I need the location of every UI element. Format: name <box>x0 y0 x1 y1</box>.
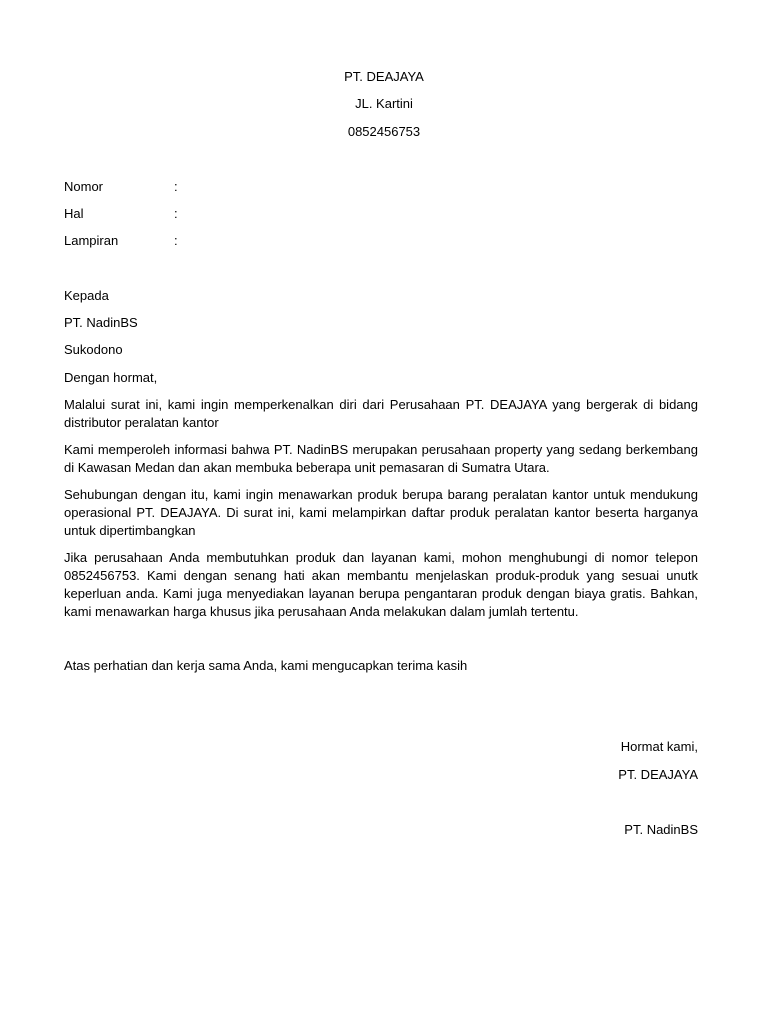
body-paragraph-2: Kami memperoleh informasi bahwa PT. NadinBS merupakan perusahaan property yang sedang berkembang di Kawasan Medan dan akan membuka beberapa unit pemasaran di Sumatra Utara. <box>64 442 698 475</box>
signature-name: PT. NadinBS <box>624 822 698 837</box>
recipient-place: Sukodono <box>64 342 123 357</box>
nomor-label: Nomor <box>64 179 104 194</box>
header-company: PT. DEAJAYA <box>344 69 424 84</box>
recipient-kepada: Kepada <box>64 288 109 303</box>
lampiran-colon: : <box>174 233 178 248</box>
hal-label: Hal <box>64 206 84 221</box>
recipient-name: PT. NadinBS <box>64 315 138 330</box>
body-paragraph-1: Malalui surat ini, kami ingin memperkenalkan diri dari Perusahaan PT. DEAJAYA yang bergerak di bidang distributor peralatan kantor <box>64 397 698 430</box>
signature-company: PT. DEAJAYA <box>618 767 698 782</box>
header-phone: 0852456753 <box>347 124 421 139</box>
closing-line: Atas perhatian dan kerja sama Anda, kami mengucapkan terima kasih <box>64 658 468 673</box>
body-paragraph-3: Sehubungan dengan itu, kami ingin menawarkan produk berupa barang peralatan kantor untuk mendukung operasional PT. DEAJAYA. Di surat ini, kami melampirkan daftar produk peralatan kantor beserta harganya untuk dipertimbangkan <box>64 487 698 538</box>
greeting: Dengan hormat, <box>64 370 158 385</box>
header-address: JL. Kartini <box>355 96 413 111</box>
body-paragraph-4: Jika perusahaan Anda membutuhkan produk dan layanan kami, mohon menghubungi di nomor telepon 0852456753. Kami dengan senang hati akan membantu menjelaskan produk-produk yang sesuai unutk keperluan anda. Kami juga menyediakan layanan berupa pengantaran produk dengan biaya gratis. Bahkan, kami menawarkan harga khusus jika perusahaan Anda melakukan dalam jumlah tertentu. <box>64 550 698 619</box>
hal-colon: : <box>174 206 178 221</box>
signature-salutation: Hormat kami, <box>620 739 698 754</box>
lampiran-label: Lampiran <box>64 233 119 248</box>
nomor-colon: : <box>174 179 178 194</box>
